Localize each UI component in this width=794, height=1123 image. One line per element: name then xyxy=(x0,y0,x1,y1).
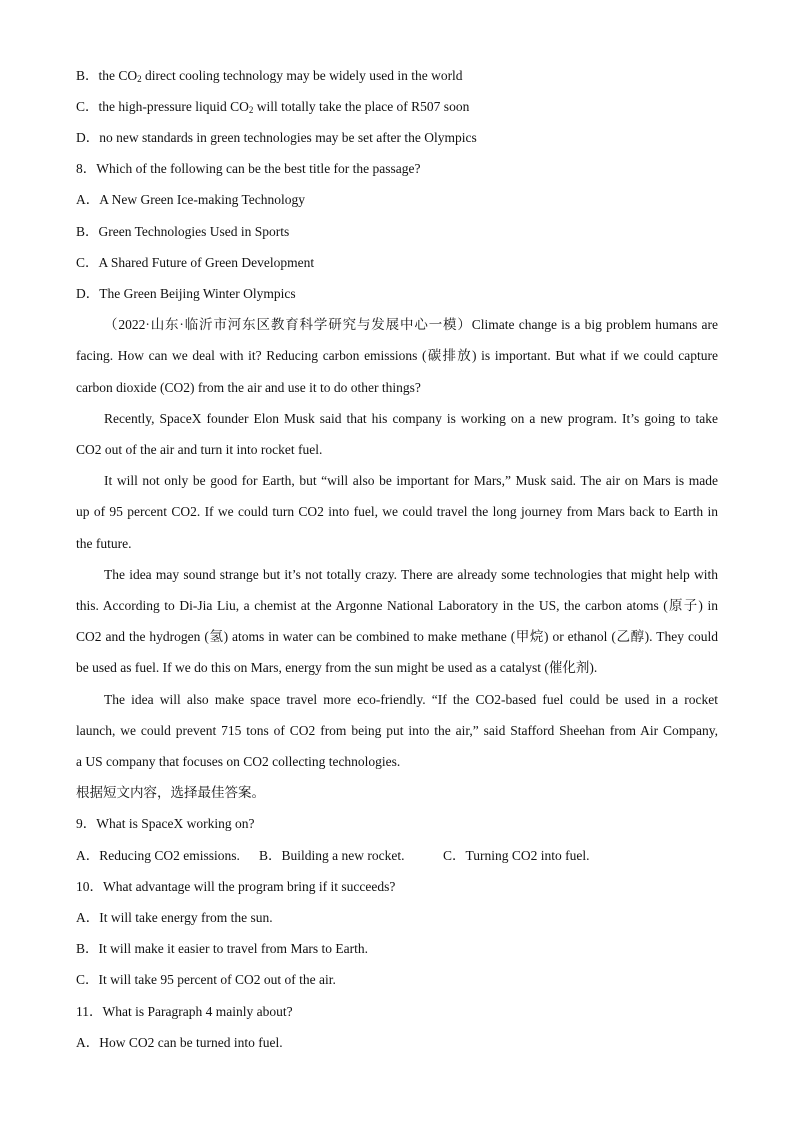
passage-line: （2022·山东·临沂市河东区教育科学研究与发展中心一模）Climate change is a big problem humans are xyxy=(104,317,718,332)
q8-question: 8．Which of the following can be the best title for the passage? xyxy=(76,161,421,176)
passage-line: Recently, SpaceX founder Elon Musk said that his company is working on a new program. It’s going to take xyxy=(104,411,718,426)
q7-option-d: D．no new standards in green technologies may be set after the Olympics xyxy=(76,130,477,145)
passage-line: carbon dioxide (CO2) from the air and use it to do other things? xyxy=(76,380,421,395)
passage-line: this. According to Di-Jia Liu, a chemist at the Argonne National Laboratory in the US, the carbon atoms (原子) in xyxy=(76,598,718,613)
passage-line: up of 95 percent CO2. If we could turn CO2 into fuel, we could travel the long journey from Mars back to Earth in xyxy=(76,504,718,519)
instruction: 根据短文内容，选择最佳答案。 xyxy=(76,785,265,800)
passage-line: be used as fuel. If we do this on Mars, energy from the sun might be used as a catalyst (催化剂). xyxy=(76,660,598,675)
q9-option-b: B．Building a new rocket. xyxy=(259,848,405,863)
q10-option-a: A．It will take energy from the sun. xyxy=(76,910,273,925)
q8-option-d: D．The Green Beijing Winter Olympics xyxy=(76,286,296,301)
q8-option-a: A．A New Green Ice-making Technology xyxy=(76,192,305,207)
q10-option-c: C．It will take 95 percent of CO2 out of the air. xyxy=(76,972,336,987)
q9-option-a: A．Reducing CO2 emissions. xyxy=(76,848,240,863)
q8-option-c: C．A Shared Future of Green Development xyxy=(76,255,315,270)
q7-option-c: C．the high-pressure liquid $CO_2$ will totally take the place of R507 soon xyxy=(76,99,470,115)
q7-option-b: B．the $CO_2$ direct cooling technology may be widely used in the world xyxy=(76,68,463,84)
q9-question: 9．What is SpaceX working on? xyxy=(76,816,255,831)
passage-line: launch, we could prevent 715 tons of CO2 from being put into the air,” said Stafford Sheehan from Air Company, xyxy=(76,723,718,738)
q8-option-b: B．Green Technologies Used in Sports xyxy=(76,224,290,239)
passage-line: a US company that focuses on CO2 collecting technologies. xyxy=(76,754,401,769)
passage-line: The idea may sound strange but it’s not totally crazy. There are already some technologies that might help with xyxy=(104,567,718,582)
passage-line: CO2 out of the air and turn it into rocket fuel. xyxy=(76,442,323,457)
passage-line: The idea will also make space travel more eco-friendly. “If the CO2-based fuel could be used in a rocket xyxy=(104,692,718,707)
passage-line: facing. How can we deal with it? Reducing carbon emissions (碳排放) is important. But what if we could capture xyxy=(76,348,718,363)
q9-option-c: C．Turning CO2 into fuel. xyxy=(443,848,590,863)
q10-question: 10．What advantage will the program bring if it succeeds? xyxy=(76,879,396,894)
passage-line: the future. xyxy=(76,536,132,551)
passage-line: CO2 and the hydrogen (氢) atoms in water can be combined to make methane (甲烷) or ethanol (乙醇). They could xyxy=(76,629,718,644)
q10-option-b: B．It will make it easier to travel from Mars to Earth. xyxy=(76,941,369,956)
passage-line: It will not only be good for Earth, but “will also be important for Mars,” Musk said. The air on Mars is made xyxy=(104,473,718,488)
q11-question: 11．What is Paragraph 4 mainly about? xyxy=(76,1004,293,1019)
q11-option-a: A．How CO2 can be turned into fuel. xyxy=(76,1035,283,1050)
